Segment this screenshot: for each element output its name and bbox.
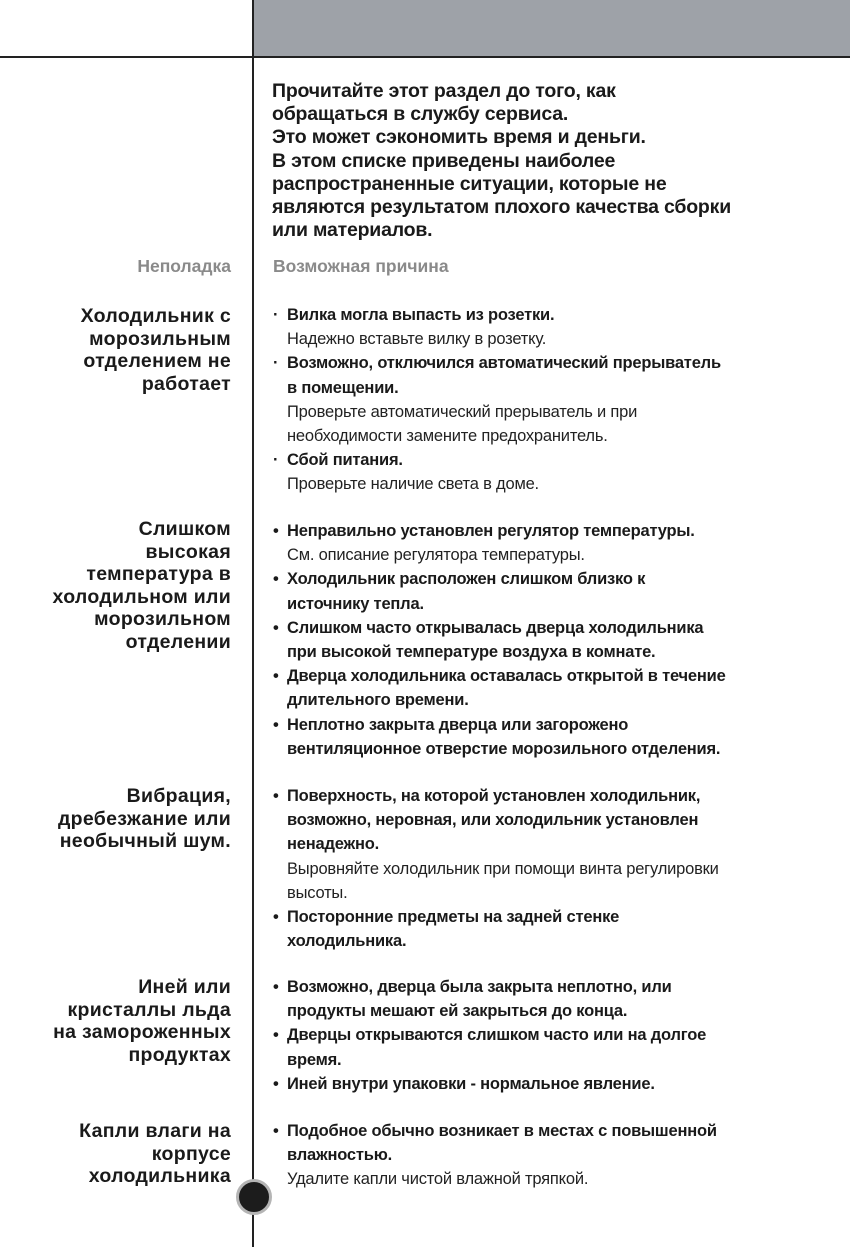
problem-line: продуктах (128, 1043, 231, 1066)
cause-item: • Иней внутри упаковки - нормальное явление. (273, 1072, 833, 1096)
cause-remedy: Выровняйте холодильник при помощи винта регулировки (287, 859, 719, 878)
cause-item: · Возможно, отключился автоматический прерыватель (273, 351, 833, 375)
bullet-icon: • (273, 570, 279, 589)
problem-line: высокая (145, 540, 231, 563)
intro-line: распространенные ситуации, которые не (272, 172, 667, 195)
bullet-icon: · (273, 451, 279, 470)
cause-remedy: Проверьте наличие света в доме. (287, 475, 539, 494)
bullet-icon: • (273, 522, 279, 540)
problem-line: кристаллы льда (67, 998, 231, 1021)
problem-label (0, 518, 231, 653)
bullet-icon: • (273, 978, 279, 996)
bullet-icon: • (273, 715, 279, 734)
cause-remedy: Удалите капли чистой влажной тряпкой. (287, 1170, 589, 1189)
bullet-icon: · (273, 306, 279, 324)
cause-list (273, 303, 833, 497)
intro-line: или материалов. (272, 219, 433, 242)
problem-line: на замороженных (53, 1021, 231, 1043)
cause-item-continued: длительного времени. (287, 691, 469, 710)
problem-line: необычный шум. (59, 830, 231, 852)
problem-line: Капли влаги на (79, 1120, 231, 1142)
intro-line: Прочитайте этот раздел до того, как (272, 80, 616, 102)
cause-item-continued: влажностью. (287, 1146, 392, 1165)
problem-label (0, 305, 231, 395)
problem-column-header: Неполадка (137, 256, 231, 276)
cause-list (273, 975, 833, 1096)
cause-item-continued: при высокой температуре воздуха в комнате. (287, 643, 656, 662)
cause-item: • Неплотно закрыта дверца или загорожено (273, 713, 833, 737)
cause-item: • Дверцы открываются слишком часто или на долгое (273, 1023, 833, 1047)
problem-line: морозильном (94, 608, 231, 630)
cause-column-header: Возможная причина (273, 256, 449, 276)
cause-remedy: Надежно вставьте вилку в розетку. (287, 330, 547, 349)
cause-remedy: См. описание регулятора температуры. (287, 546, 585, 565)
cause-item: • Возможно, дверца была закрыта неплотно, или (273, 975, 833, 999)
cause-item: • Неправильно установлен регулятор температуры. (273, 519, 833, 543)
bullet-icon: • (273, 618, 279, 637)
problem-line: Слишком (138, 518, 231, 540)
problem-line: Холодильник с (80, 305, 231, 327)
header-divider (0, 56, 850, 58)
intro-line: обращаться в службу сервиса. (272, 103, 569, 126)
cause-remedy: Проверьте автоматический прерыватель и при (287, 402, 638, 421)
bullet-icon: • (273, 1122, 279, 1140)
problem-line: Вибрация, (126, 785, 231, 807)
cause-item-continued: время. (287, 1050, 342, 1069)
problem-line: отделении (125, 630, 231, 653)
problem-line: холодильном или (52, 585, 231, 608)
cause-remedy: необходимости замените предохранитель. (287, 427, 608, 446)
cause-item: · Вилка могла выпасть из розетки. (273, 303, 833, 327)
cause-remedy: высоты. (287, 883, 348, 902)
problem-line: температура в (86, 563, 231, 585)
problem-label (0, 976, 231, 1066)
cause-item: · Сбой питания. (273, 448, 833, 472)
bullet-icon: · (273, 354, 279, 373)
cause-list (273, 1119, 833, 1192)
header-band (252, 0, 850, 57)
cause-list (273, 784, 833, 953)
bullet-icon: • (273, 908, 279, 927)
cause-item-continued: источнику тепла. (287, 594, 424, 613)
bullet-icon: • (273, 667, 279, 686)
page-marker-dot-icon (236, 1179, 272, 1215)
cause-item-continued: ненадежно. (287, 835, 380, 854)
problem-line: корпусе (151, 1142, 231, 1165)
bullet-icon: • (273, 1026, 279, 1045)
problem-line: морозильным (89, 327, 231, 350)
intro-paragraph (272, 80, 792, 242)
intro-line: являются результатом плохого качества сборки (272, 196, 731, 219)
cause-item: • Дверца холодильника оставалась открытой в течение (273, 664, 833, 688)
intro-line: Это может сэкономить время и деньги. (272, 126, 646, 149)
problem-line: Иней или (138, 976, 231, 998)
intro-line: В этом списке приведены наиболее (272, 149, 616, 172)
problem-line: отделением не (83, 350, 231, 372)
cause-item-continued: возможно, неровная, или холодильник установлен (287, 811, 699, 830)
cause-list (273, 519, 833, 761)
problem-line: холодильника (88, 1165, 231, 1187)
column-divider (252, 0, 254, 1247)
problem-label (0, 1120, 231, 1188)
cause-item-continued: в помещении. (287, 378, 399, 397)
cause-item-continued: холодильника. (287, 932, 407, 951)
problem-line: работает (141, 372, 231, 395)
cause-item: • Подобное обычно возникает в местах с повышенной (273, 1119, 833, 1143)
cause-item-continued: вентиляционное отверстие морозильного отделения. (287, 739, 721, 758)
cause-item: • Посторонние предметы на задней стенке (273, 905, 833, 929)
problem-label (0, 785, 231, 853)
cause-item: • Поверхность, на которой установлен холодильник, (273, 784, 833, 808)
problem-line: дребезжание или (57, 807, 231, 830)
cause-item: • Слишком часто открывалась дверца холодильника (273, 616, 833, 640)
cause-item: • Холодильник расположен слишком близко к (273, 567, 833, 591)
bullet-icon: • (273, 787, 279, 805)
cause-item-continued: продукты мешают ей закрыться до конца. (287, 1002, 628, 1021)
bullet-icon: • (273, 1074, 279, 1093)
